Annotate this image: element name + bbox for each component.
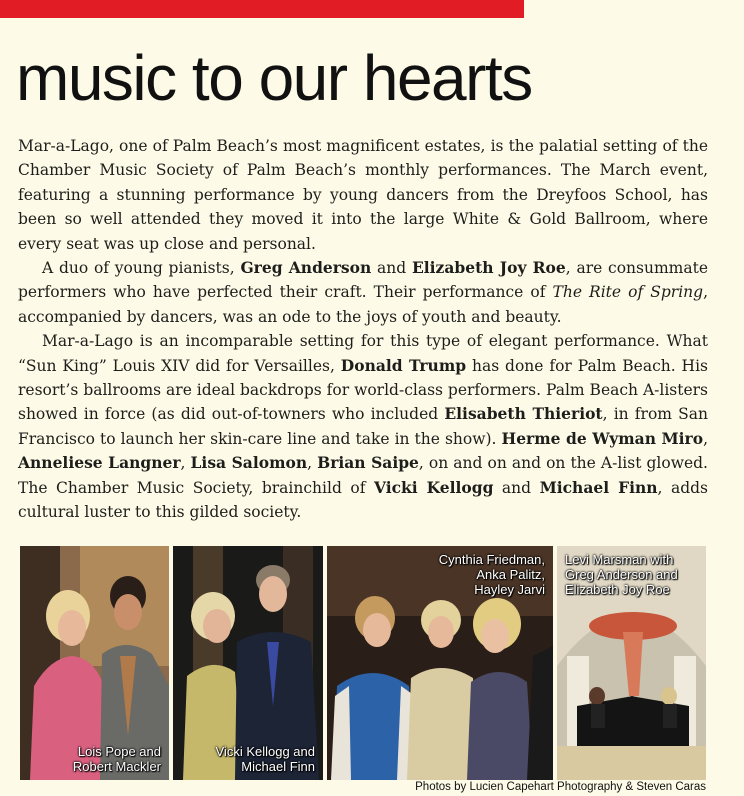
text-run: , are consummate performers who have perfected their craft. Their performance of (18, 259, 709, 302)
bold-name: Brian Saipe (317, 453, 419, 473)
bold-name: Elisabeth Thieriot (444, 404, 603, 424)
text-run: and (371, 259, 412, 278)
photo-2-caption (216, 744, 316, 774)
bold-name: Michael Finn (539, 477, 658, 497)
headline: music to our hearts (16, 42, 532, 114)
article-paragraph-1: Mar-a-Lago, one of Palm Beach’s most magnificent estates, is the palatial setting of the Chamber Music Society of Palm Beach’s monthly performances. The March event, featuring a stunning performance by young dancers from the Dreyfoos School, has been so well attended they moved it into the large White & Gold Ballroom, where every seat was up close and personal. (18, 137, 708, 253)
bold-name: Herme de Wyman Miro (501, 428, 704, 448)
bold-name: Donald Trump (340, 355, 467, 375)
text-run: , (307, 454, 318, 473)
photo-3-caption (439, 552, 545, 597)
text-run: , on and on and on the A-list glowed. The Chamber Music Society, brainchild of (18, 454, 708, 497)
italic-title: The Rite of Spring (552, 283, 704, 302)
photo-3-caption-line-1: Cynthia Friedman, (438, 552, 545, 567)
photo-1-caption-line-1: Lois Pope and (77, 744, 161, 759)
photo-cynthia-friedman-anka-palitz-hayley-jarvi (327, 546, 553, 780)
photo-1-caption-line-2: Robert Mackler (72, 759, 161, 774)
bold-name: Elizabeth Joy Roe (411, 258, 566, 278)
photo-1-caption (73, 744, 161, 774)
bold-name: Greg Anderson (240, 258, 372, 278)
photo-3-caption-line-2: Anka Palitz, (476, 567, 545, 582)
text-run: , accompanied by dancers, was an ode to the joys of youth and beauty. (18, 283, 708, 326)
photo-lois-pope-robert-mackler (20, 546, 169, 780)
photo-credit: Photos by Lucien Capehart Photography & Steven Caras (415, 781, 706, 793)
bold-name: Lisa Salomon (190, 453, 308, 473)
text-run: and (493, 478, 540, 497)
photo-2-caption-line-2: Michael Finn (241, 759, 315, 774)
photo-2-caption-line-1: Vicki Kellogg and (215, 744, 315, 759)
text-run: Mar-a-Lago is an incomparable setting for this type of elegant performance. What “Sun King” Louis XIV did for Versailles, (18, 332, 708, 375)
text-run: A duo of young pianists, (42, 259, 241, 278)
text-run: , in from San Francisco to launch her skin-care line and take in the show). (18, 405, 708, 448)
article-body (18, 134, 708, 525)
text-run: , (703, 429, 708, 448)
text-run: has done for Palm Beach. His resort’s ballrooms are ideal backdrops for world-class performers. Palm Beach A-listers showed in force (as did out-of-towners who included (18, 356, 709, 424)
photo-levi-marsman-performance (557, 546, 706, 780)
text-run: , (180, 454, 191, 473)
bold-name: Anneliese Langner (18, 453, 181, 473)
bold-name: Vicki Kellogg (373, 477, 494, 497)
photo-4-caption-line-1: Levi Marsman with (565, 552, 674, 567)
photo-3-caption-line-3: Hayley Jarvi (474, 582, 545, 597)
text-run: , adds cultural luster to this gilded society. (18, 478, 709, 522)
photo-4-caption-line-3: Elizabeth Joy Roe (565, 582, 670, 597)
article-paragraph-2 (18, 256, 708, 329)
red-accent-bar (0, 0, 524, 18)
photo-4-caption (565, 552, 678, 597)
photo-vicki-kellogg-michael-finn (173, 546, 323, 780)
photo-4-caption-line-2: Greg Anderson and (565, 567, 678, 582)
article-paragraph-3 (18, 329, 708, 524)
